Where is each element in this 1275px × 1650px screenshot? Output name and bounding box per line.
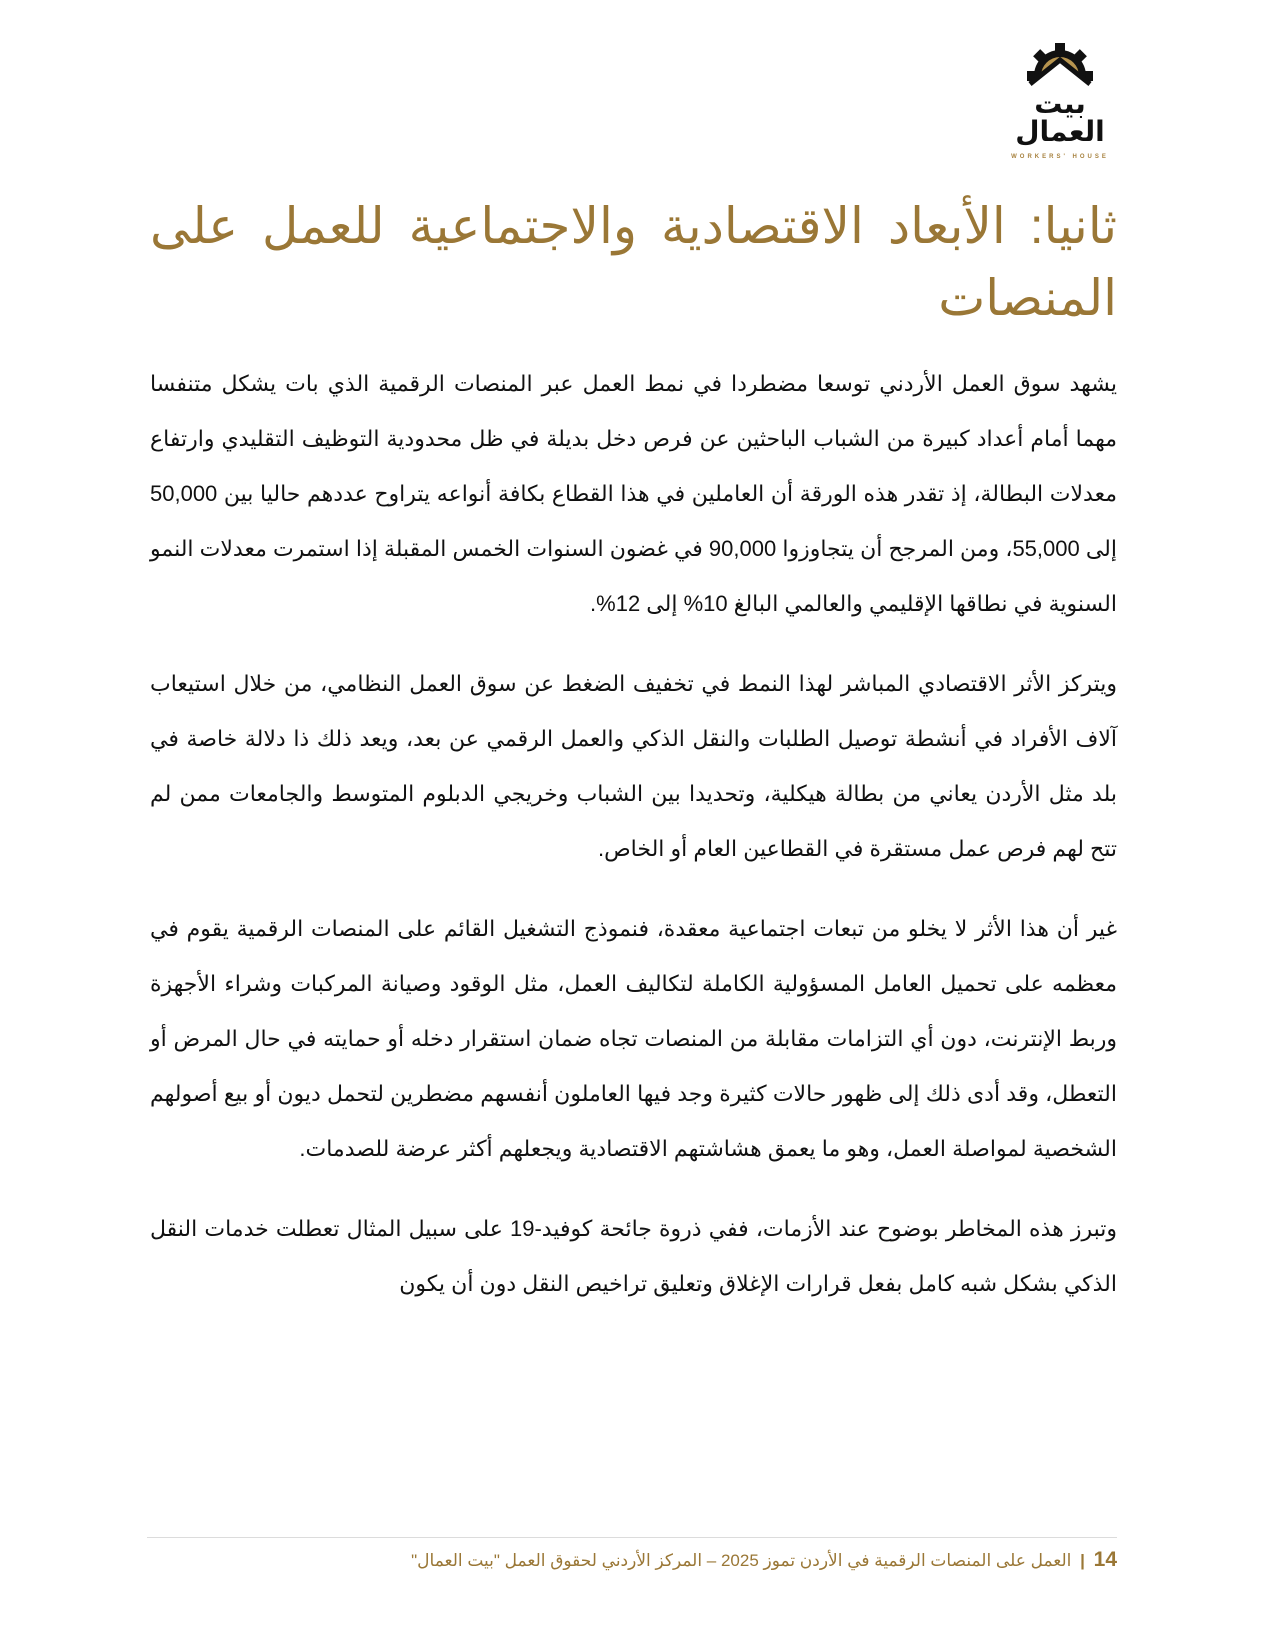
section-title: ثانيا: الأبعاد الاقتصادية والاجتماعية للعمل على المنصات bbox=[150, 198, 1117, 326]
logo-subtitle: WORKERS' HOUSE bbox=[1011, 154, 1109, 160]
logo-name-line2: العمال bbox=[1015, 116, 1105, 147]
logo-name-line1: بيت bbox=[1034, 88, 1086, 119]
page-number: 14 bbox=[1093, 1548, 1117, 1571]
footer-separator: | bbox=[1080, 1551, 1085, 1570]
footer-text: العمل على المنصات الرقمية في الأردن تموز 2025 – المركز الأردني لحقوق العمل "بيت العمال" bbox=[411, 1551, 1072, 1570]
footer-divider bbox=[147, 1537, 1117, 1538]
paragraph: وتبرز هذه المخاطر بوضوح عند الأزمات، ففي ذروة جائحة كوفيد-19 على سبيل المثال تعطلت خدمات النقل الذكي بشكل شبه كامل بفعل قرارات الإغلاق وتعليق تراخيص النقل دون أن يكون bbox=[150, 1216, 1117, 1296]
paragraph: يشهد سوق العمل الأردني توسعا مضطردا في نمط العمل عبر المنصات الرقمية الذي بات يشكل متنفسا مهما أمام أعداد كبيرة من الشباب الباحثين عن فرص دخل بديلة في ظل محدودية التوظيف التقليدي وارتفاع معدلات البطالة، إذ تقدر هذه الورقة أن العاملين في هذا القطاع بكافة أنواعه يتراوح عددهم حاليا بين 50,000 إلى 55,000، ومن المرجح أن يتجاوزوا 90,000 في غضون السنوات الخمس المقبلة إذا استمرت معدلات النمو السنوية في نطاقها الإقليمي والعالمي البالغ 10% إلى 12%. bbox=[150, 371, 1117, 616]
organization-logo bbox=[1005, 42, 1115, 167]
paragraph: غير أن هذا الأثر لا يخلو من تبعات اجتماعية معقدة، فنموذج التشغيل القائم على المنصات الرقمية يقوم في معظمه على تحميل العامل المسؤولية الكاملة لتكاليف العمل، مثل الوقود وصيانة المركبات وشراء الأجهزة وربط الإنترنت، دون أي التزامات مقابلة من المنصات تجاه ضمان استقرار دخله أو حمايته في حال المرض أو التعطل، وقد أدى ذلك إلى ظهور حالات كثيرة وجد فيها العاملون أنفسهم مضطرين لتحمل ديون أو بيع أصولهم الشخصية لمواصلة العمل، وهو ما يعمق هشاشتهم الاقتصادية ويجعلهم أكثر عرضة للصدمات. bbox=[150, 916, 1117, 1161]
body-content bbox=[150, 356, 1117, 1336]
page-footer bbox=[411, 1548, 1117, 1572]
paragraph: ويتركز الأثر الاقتصادي المباشر لهذا النمط في تخفيف الضغط عن سوق العمل النظامي، من خلال استيعاب آلاف الأفراد في أنشطة توصيل الطلبات والنقل الذكي والعمل الرقمي عن بعد، ويعد ذلك ذا دلالة خاصة في بلد مثل الأردن يعاني من بطالة هيكلية، وتحديدا بين الشباب وخريجي الدبلوم المتوسط والجامعات ممن لم تتح لهم فرص عمل مستقرة في القطاعين العام أو الخاص. bbox=[150, 671, 1117, 861]
